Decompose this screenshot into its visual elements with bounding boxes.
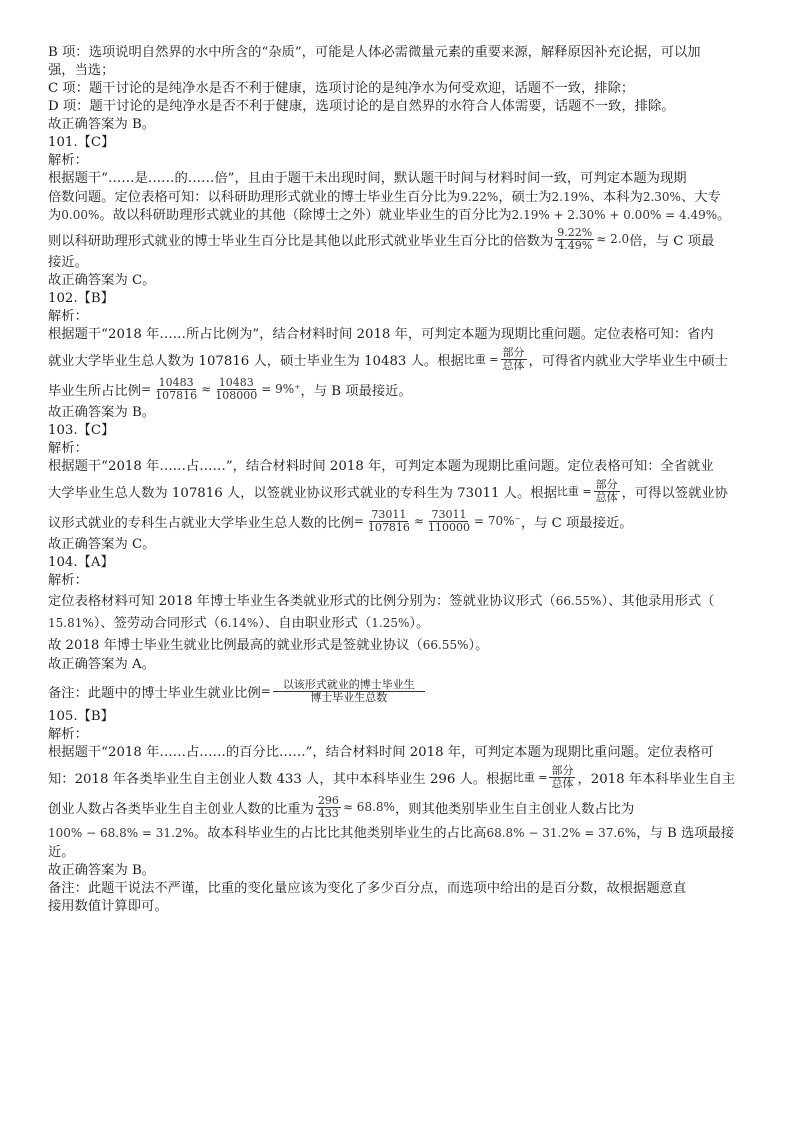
analysis-label: 解析： — [48, 441, 88, 456]
text-line: 根据题干“2018 年……占……”，结合材料时间 2018 年，可判定本题为现期比重问题。定位表格可知：全省就业 — [48, 459, 714, 474]
text-line — [48, 224, 760, 254]
text-span: 倍，与 C 项最 — [629, 233, 715, 249]
note-line: 备注：此题干说法不严谨，比重的变化量应该为变化了多少百分点，而选项中给出的是百分数，故根据题意直 — [48, 881, 687, 896]
math-value: 9.22% — [460, 190, 499, 204]
text-span: ，与 C 项最接近。 — [520, 515, 633, 531]
text-line — [48, 590, 760, 612]
fraction-denominator: 博士毕业生总数 — [310, 690, 388, 704]
math-value: 15.81% — [48, 616, 94, 630]
text-span: 。故本科毕业生的占比比其他类别毕业生的占比高 — [193, 826, 487, 841]
text-span: 倍数问题。定位表格可知：以科研助理形式就业的博士毕业生百分比为 — [48, 190, 461, 205]
text-span: 议形式就业的专科生占就业大学毕业生总人数的比例 — [48, 515, 354, 531]
math-value: 6.14% — [220, 616, 259, 630]
text-span: ，与 B 项最接近。 — [300, 383, 412, 399]
answer-line: 故正确答案为 C。 — [48, 537, 156, 552]
analysis-label: 解析： — [48, 153, 88, 168]
formula-label: 比重 — [463, 353, 486, 366]
answer-line: 故正确答案为 B。 — [48, 405, 156, 420]
fraction-numerator: 以该形式就业的博士毕业生 — [273, 679, 425, 692]
analysis-label: 解析： — [48, 573, 88, 588]
text-span: 创业人数占各类毕业生自主创业人数的比重为 — [48, 801, 314, 817]
fraction-denominator: 107816 — [155, 388, 198, 402]
math-expression: 68.8% − 31.2% = 37.6% — [486, 826, 637, 840]
question-number: 104.【A】 — [48, 555, 114, 570]
math-value: 2.19% — [551, 190, 590, 204]
fraction-denominator: 108000 — [215, 388, 258, 402]
text-line: 毕业生所占比例 = $\frac{10483}{107816}$ ≈ $\frac{10483}{108000}$ = 9%⁺ ，与 B 项最接近。 — [48, 375, 412, 402]
answer-line: 故正确答案为 C。 — [48, 273, 156, 288]
text-span: ）、其他录用形式（ — [601, 594, 715, 609]
text-line: B 项：选项说明自然界的水中所含的“杂质”，可能是人体必需微量元素的重要来源，解释原因补充论据，可以加 — [48, 45, 701, 60]
text-line — [48, 792, 760, 822]
math-expression: = 70%⁻ — [473, 514, 521, 528]
text-span: ，与 B 选项最接 — [636, 826, 735, 841]
fraction — [153, 377, 199, 402]
text-line: D 项：题干讨论的是纯净水是否不利于健康，选项讨论的是自然界的水符合人体需要，话题不一致，排除。 — [48, 99, 675, 114]
fraction-numerator: 73011 — [371, 507, 407, 521]
text-span: ）。 — [468, 638, 489, 653]
text-line: 根据题干“……是……的……倍”，且由于题干未出现时间，默认题干时间与材料时间一致，可判定本题为现期 — [48, 171, 687, 186]
text-span: ）、签劳动合同形式（ — [93, 616, 221, 631]
text-line — [48, 634, 760, 656]
fraction-denominator: 110000 — [427, 520, 470, 534]
text-span: ，硕士为 — [498, 190, 552, 205]
text-line: 近。 — [48, 845, 75, 860]
text-span: 。故以科研助理形式就业的其他（除博士之外）就业毕业生的百分比为 — [99, 208, 512, 223]
answer-line: 故正确答案为 B。 — [48, 117, 156, 132]
math-expression: = 9%⁺ — [261, 382, 301, 396]
text-span: 、本科为 — [589, 190, 643, 205]
note-line: 接用数值计算即可。 — [48, 899, 168, 914]
text-line — [48, 612, 760, 634]
fraction-denominator: 总体 — [551, 776, 574, 790]
fraction — [501, 347, 527, 372]
text-line — [48, 476, 760, 506]
text-span: 。 — [717, 208, 731, 223]
text-line — [48, 188, 760, 206]
question-number: 101.【C】 — [48, 135, 115, 150]
math-value: 66.55% — [422, 638, 469, 652]
fraction — [549, 765, 575, 790]
formula-label: 比重 — [556, 485, 579, 498]
fraction-denominator: 总体 — [595, 490, 618, 504]
text-span: 故 2018 年博士毕业生就业比例最高的就业形式是签就业协议（ — [48, 638, 423, 653]
text-span: 为 — [48, 208, 62, 223]
math-value: 0.00% — [61, 208, 100, 222]
text-line: 强，当选； — [48, 63, 115, 78]
text-span: 备注：此题中的博士毕业生就业比例 — [48, 685, 261, 701]
text-span: 就业大学毕业生总人数为 107816 人，硕士毕业生为 10483 人。根据 — [48, 353, 464, 369]
formula-handwritten: 比重 = — [512, 771, 548, 784]
formula-handwritten: 比重 = — [463, 353, 499, 366]
fraction-numerator: 部分 — [502, 345, 525, 359]
math-value: 1.25% — [371, 616, 410, 630]
fraction-denominator: 107816 — [367, 520, 410, 534]
text-line: 议形式就业的专科生占就业大学毕业生总人数的比例 = $\frac{73011}{107816}$ ≈ $\frac{73011}{110000}$ = 70%⁻ ，与 C 项最接近。 — [48, 507, 633, 534]
math-expression: 2.19% + 2.30% + 0.00% = 4.49% — [511, 208, 718, 222]
fraction-numerator: 10483 — [158, 375, 194, 389]
answer-line: 故正确答案为 A。 — [48, 657, 155, 672]
question-number: 105.【B】 — [48, 709, 114, 724]
math-expression: 100% − 68.8% = 31.2% — [48, 826, 194, 840]
text-line — [48, 822, 760, 844]
text-span: ，2018 年本科毕业生自主 — [577, 771, 736, 787]
math-expression: ≈ 68.8% — [342, 800, 395, 814]
text-line — [48, 344, 760, 374]
text-line — [48, 206, 760, 224]
math-value: 2.30% — [642, 190, 681, 204]
text-span: ，则其他类别毕业生自主创业人数占比为 — [394, 801, 635, 817]
text-line: 根据题干“2018 年……所占比例为”，结合材料时间 2018 年，可判定本题为现期比重问题。定位表格可知：省内 — [48, 327, 714, 342]
text-line: 接近。 — [48, 255, 88, 270]
text-span: 、大专 — [680, 190, 721, 205]
math-expression: ≈ 2.0 — [596, 232, 630, 246]
text-span: ，可得以签就业协 — [621, 485, 728, 501]
question-number: 102.【B】 — [48, 291, 114, 306]
fraction-numerator: 部分 — [551, 763, 574, 777]
fraction — [273, 679, 425, 704]
math-value: 66.55% — [555, 594, 602, 608]
text-span: 大学毕业生总人数为 107816 人，以签就业协议形式就业的专科生为 73011 人。根据 — [48, 485, 557, 501]
fraction — [316, 795, 341, 820]
text-span: 毕业生所占比例 — [48, 383, 142, 399]
formula-handwritten: 比重 = — [556, 485, 592, 498]
document-page — [48, 44, 760, 916]
fraction — [555, 227, 594, 252]
fraction-numerator: 10483 — [218, 375, 254, 389]
analysis-label: 解析： — [48, 309, 88, 324]
fraction-denominator: 4.49% — [557, 238, 593, 252]
text-span: 知：2018 年各类毕业生自主创业人数 433 人，其中本科毕业生 296 人。根据 — [48, 771, 513, 787]
fraction-numerator: 296 — [317, 793, 339, 807]
analysis-label: 解析： — [48, 727, 88, 742]
text-line: 根据题干“2018 年……占……的百分比……”，结合材料时间 2018 年，可判定本题为现期比重问题。定位表格可 — [48, 745, 714, 760]
text-span: ）、自由职业形式（ — [258, 616, 372, 631]
text-line: C 项：题干讨论的是纯净水是否不利于健康，选项讨论的是纯净水为何受欢迎，话题不一致，排除； — [48, 81, 635, 96]
fraction — [426, 509, 472, 534]
fraction-denominator: 总体 — [502, 358, 525, 372]
answer-line: 故正确答案为 B。 — [48, 863, 156, 878]
text-span: ）。 — [409, 616, 430, 631]
note-line: 备注：此题中的博士毕业生就业比例 = $\frac{\text{以该形式就业的博士毕业生}}{\text{博士毕业生总数}}$ — [48, 674, 760, 708]
fraction-denominator: 433 — [317, 806, 339, 820]
fraction-numerator: 部分 — [595, 477, 618, 491]
text-span: ，可得省内就业大学毕业生中硕士 — [528, 353, 728, 369]
fraction-numerator: 9.22% — [557, 225, 593, 239]
text-span: 则以科研助理形式就业的博士毕业生百分比是其他以此形式就业毕业生百分比的倍数为 — [48, 233, 554, 249]
question-number: 103.【C】 — [48, 423, 115, 438]
text-span: 定位表格材料可知 2018 年博士毕业生各类就业形式的比例分别为：签就业协议形式（ — [48, 594, 556, 609]
fraction-numerator: 73011 — [431, 507, 467, 521]
formula-label: 比重 — [512, 771, 535, 784]
text-line — [48, 762, 760, 792]
fraction — [366, 509, 412, 534]
fraction — [594, 479, 620, 504]
fraction — [213, 377, 259, 402]
